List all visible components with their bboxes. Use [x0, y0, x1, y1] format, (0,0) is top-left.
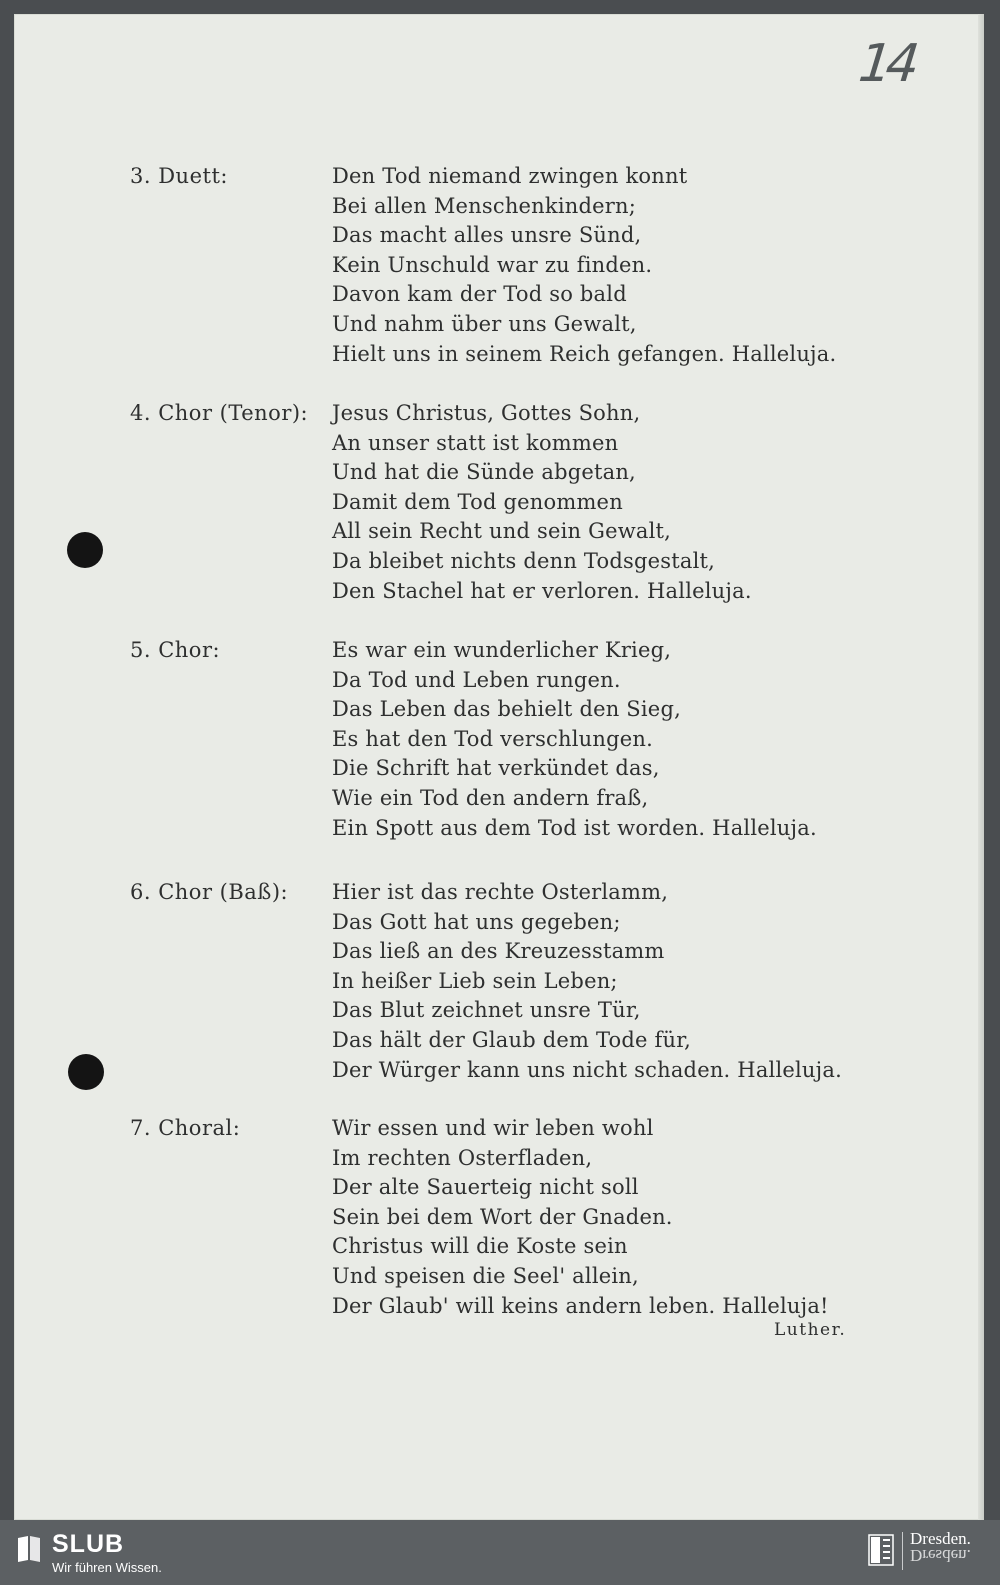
verse-line: Da Tod und Leben rungen. — [332, 667, 621, 692]
slub-book-icon — [16, 1534, 42, 1564]
stanza-label: 5. Chor: — [130, 638, 221, 662]
stanza-label: 7. Choral: — [130, 1116, 241, 1140]
verse-line: Im rechten Osterfladen, — [332, 1145, 593, 1170]
verse-line: Es war ein wunderlicher Krieg, — [332, 638, 672, 662]
verse-line: Der Würger kann uns nicht schaden. Halleluja. — [332, 1057, 842, 1082]
verse-line: Den Tod niemand zwingen konnt — [332, 164, 688, 188]
verse-line: Das Gott hat uns gegeben; — [332, 909, 621, 934]
verse-line: In heißer Lieb sein Leben; — [332, 968, 618, 993]
dresden-word: Dresden. — [910, 1529, 971, 1548]
verse-line: Kein Unschuld war zu finden. — [332, 252, 653, 277]
footer-divider — [902, 1532, 903, 1570]
verse-line: Der Glaub' will keins andern leben. Halleluja! — [332, 1293, 829, 1318]
stanza-label: 6. Chor (Baß): — [130, 880, 289, 904]
verse-line: Der alte Sauerteig nicht soll — [332, 1175, 639, 1200]
stanza-label: 4. Chor (Tenor): — [130, 401, 309, 425]
stanza-lines — [332, 636, 817, 843]
verse-line: Da bleibet nichts denn Todsgestalt, — [332, 548, 716, 573]
slub-logo-name[interactable]: SLUB — [52, 1530, 125, 1558]
dresden-wordmark[interactable] — [910, 1531, 971, 1563]
stanza-label: 3. Duett: — [130, 164, 228, 188]
stanza-lines — [332, 1114, 829, 1321]
verse-line: Und hat die Sünde abgetan, — [332, 460, 636, 485]
verse-line: Ein Spott aus dem Tod ist worden. Halleluja. — [332, 815, 817, 840]
slub-tagline: Wir führen Wissen. — [52, 1560, 162, 1575]
verse-line: Wie ein Tod den andern fraß, — [332, 785, 649, 810]
verse-line: Den Stachel hat er verloren. Halleluja. — [332, 578, 752, 603]
verse-line: Das Leben das behielt den Sieg, — [332, 697, 681, 722]
verse-line: Das Blut zeichnet unsre Tür, — [332, 998, 641, 1023]
verse-line: Das macht alles unsre Sünd, — [332, 223, 642, 248]
verse-line: Hielt uns in seinem Reich gefangen. Halleluja. — [332, 341, 837, 366]
verse-line: All sein Recht und sein Gewalt, — [332, 519, 672, 544]
viewer-footer — [0, 1520, 1000, 1585]
author-attribution: Luther. — [774, 1320, 847, 1340]
verse-line: Das hält der Glaub dem Tode für, — [332, 1027, 692, 1052]
verse-line: Hier ist das rechte Osterlamm, — [332, 880, 669, 904]
stanza-lines — [332, 878, 842, 1085]
verse-line: An unser statt ist kommen — [332, 430, 619, 455]
document-page — [14, 14, 984, 1520]
stanza-lines — [332, 162, 836, 369]
punch-hole-lower — [68, 1054, 104, 1090]
punch-hole-upper — [67, 532, 103, 568]
verse-line: Damit dem Tod genommen — [332, 489, 623, 514]
verse-line: Wir essen und wir leben wohl — [332, 1116, 654, 1140]
stanza-lines — [332, 399, 752, 606]
verse-line: Davon kam der Tod so bald — [332, 282, 627, 307]
verse-line: Das ließ an des Kreuzesstamm — [332, 939, 665, 964]
verse-line: Christus will die Koste sein — [332, 1234, 628, 1259]
page-edge — [978, 14, 984, 1520]
verse-line: Bei allen Menschenkindern; — [332, 193, 636, 218]
verse-line: Und nahm über uns Gewalt, — [332, 311, 637, 336]
verse-line: Es hat den Tod verschlungen. — [332, 726, 653, 751]
dresden-word-reflection: Dresden. — [910, 1546, 971, 1565]
verse-line: Sein bei dem Wort der Gnaden. — [332, 1204, 673, 1229]
verse-line: Jesus Christus, Gottes Sohn, — [332, 401, 641, 425]
verse-line: Und speisen die Seel' allein, — [332, 1263, 639, 1288]
dresden-crest-icon[interactable] — [868, 1534, 894, 1566]
verse-line: Die Schrift hat verkündet das, — [332, 756, 660, 781]
folio-number: 14 — [855, 34, 917, 94]
